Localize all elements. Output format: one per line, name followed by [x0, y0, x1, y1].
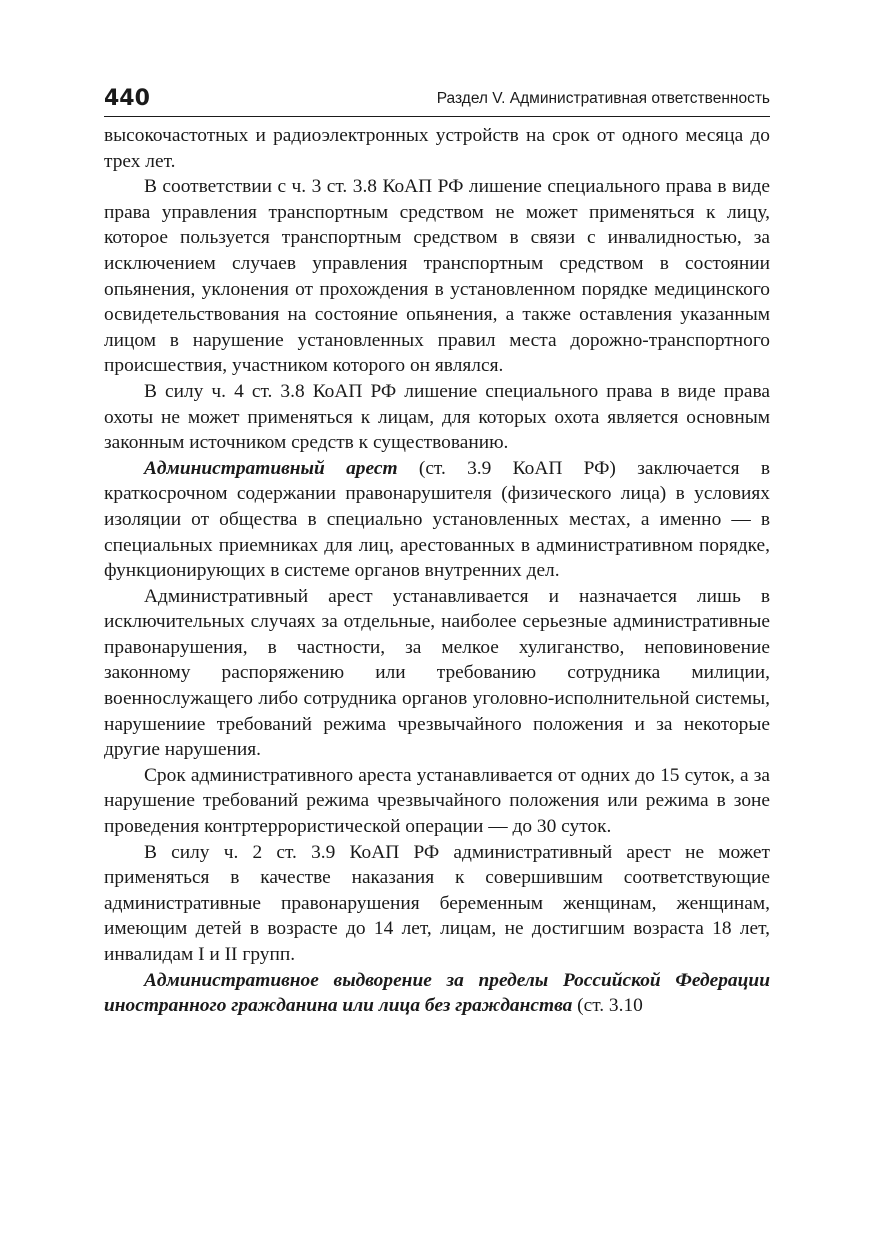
running-head [104, 84, 770, 117]
paragraph [104, 840, 770, 968]
section-title: Раздел V. Административная ответственность [436, 90, 770, 107]
paragraph [104, 456, 770, 584]
paragraph [104, 584, 770, 763]
paragraph [104, 174, 770, 379]
paragraph-text: В силу ч. 2 ст. 3.9 КоАП РФ административный арест не может применяться в качестве наказания к совершившим соответствующие административные правонарушения беременным женщинам, женщинам, имеющим детей в возрасте до 14 лет, лицам, не достигшим возраста 18 лет, инвалидам I и II групп. [104, 841, 770, 965]
page-number: 440 [104, 86, 150, 111]
paragraph [104, 763, 770, 840]
paragraph-text: Административный арест устанавливается и назначается лишь в исключительных случаях за отдельные, наиболее серьезные административные правонарушения, в частности, за мелкое хулиганство, неповиновение законному распоряжению или требованию сотрудника милиции, военнослужащего либо сотрудника органов уголовно-исполнительной системы, нарушениие требований режима чрезвычайного положения и за некоторые другие нарушения. [104, 585, 770, 761]
term-administrative-arrest: Административный арест [144, 457, 398, 479]
paragraph-text: Срок административного ареста устанавливается от одних до 15 суток, а за нарушение требований режима чрезвычайного положения или режима в зоне проведения контртеррористической операции — до 30 суток. [104, 764, 770, 838]
paragraph-text: В силу ч. 4 ст. 3.8 КоАП РФ лишение специального права в виде права охоты не может применяться к лицам, для которых охота является основным законным источником средств к существованию. [104, 380, 770, 454]
paragraph [104, 968, 770, 1019]
term-administrative-expulsion: Административное выдворение за пределы Российской Федерации иностранного гражданина или лица без гражданства [104, 969, 770, 1017]
paragraph-text: В соответствии с ч. 3 ст. 3.8 КоАП РФ лишение специального права в виде права управления транспортным средством не может применяться к лицу, которое пользуется транспортным средством в связи с инвалидностью, за исключением случаев управления транспортным средством в состоянии опьянения, уклонения от прохождения в установленном порядке медицинского освидетельствования на состояние опьянения, а также оставления указанным лицом в нарушение установленных правил места дорожно-транспортного происшествия, участником которого он являлся. [104, 176, 770, 377]
paragraph-text: (ст. 3.10 [572, 995, 643, 1017]
paragraph-text: (ст. 3.9 КоАП РФ) заключается в краткосрочном содержании правонарушителя (физического лица) в условиях изоляции от общества в специально установленных местах, а именно — в специальных приемниках для лиц, арестованных в административном порядке, функционирующих в системе органов внутренних дел. [104, 457, 771, 582]
paragraph-text: высокочастотных и радиоэлектронных устройств на срок от одного месяца до трех лет. [104, 125, 770, 172]
document-page [104, 84, 770, 1019]
paragraph [104, 379, 770, 456]
body-text [104, 123, 770, 1019]
paragraph-continuation [104, 123, 770, 174]
